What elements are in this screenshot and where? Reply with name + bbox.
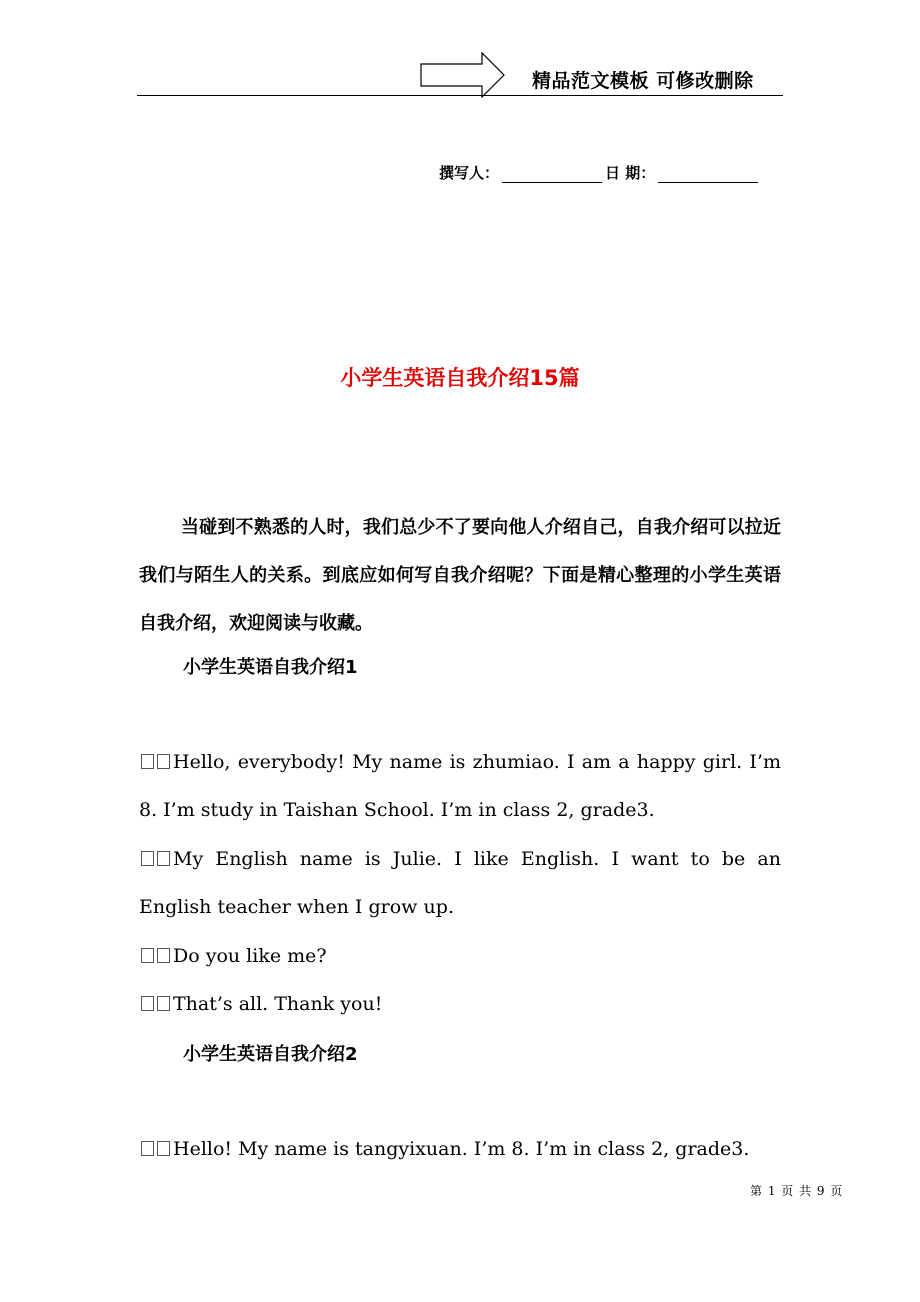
section-heading-1: 小学生英语自我介绍1 <box>183 657 358 678</box>
header-rule <box>137 95 783 96</box>
section-heading-2: 小学生英语自我介绍2 <box>183 1044 358 1065</box>
placeholder-box-icon <box>141 851 154 866</box>
placeholder-box-icon <box>157 754 170 769</box>
paragraph: Hello! My name is tangyixuan. I’m 8. I’m in class 2, grade3. <box>139 1125 781 1173</box>
placeholder-box-icon <box>141 948 154 963</box>
placeholder-box-icon <box>141 1141 154 1156</box>
intro-paragraph: 当碰到不熟悉的人时，我们总少不了要向他人介绍自己，自我介绍可以拉近我们与陌生人的关系。到底应如何写自我介绍呢？下面是精心整理的小学生英语自我介绍，欢迎阅读与收藏。 <box>139 517 781 634</box>
date-blank <box>658 168 758 183</box>
header-banner-text: 精品范文模板 可修改删除 <box>532 70 754 92</box>
date-label: 日 期： <box>605 164 656 182</box>
author-blank <box>502 168 602 183</box>
paragraph: My English name is Julie. I like English. I want to be an English teacher when I grow up. <box>139 848 781 918</box>
document-title: 小学生英语自我介绍15篇 <box>340 366 580 390</box>
author-label: 撰写人： <box>439 164 500 182</box>
page-number-footer: 第 1 页 共 9 页 <box>750 1184 844 1198</box>
placeholder-box-icon <box>157 1141 170 1156</box>
placeholder-box-icon <box>141 754 154 769</box>
placeholder-box-icon <box>157 851 170 866</box>
placeholder-box-icon <box>157 996 170 1011</box>
paragraph: Do you like me? <box>139 932 781 980</box>
author-date-line <box>439 162 761 183</box>
paragraph: Hello, everybody! My name is zhumiao. I am a happy girl. I’m 8. I’m study in Taishan School. I’m in class 2, grade3. <box>139 751 781 821</box>
placeholder-box-icon <box>141 996 154 1011</box>
placeholder-box-icon <box>157 948 170 963</box>
paragraph: That’s all. Thank you! <box>139 980 781 1028</box>
